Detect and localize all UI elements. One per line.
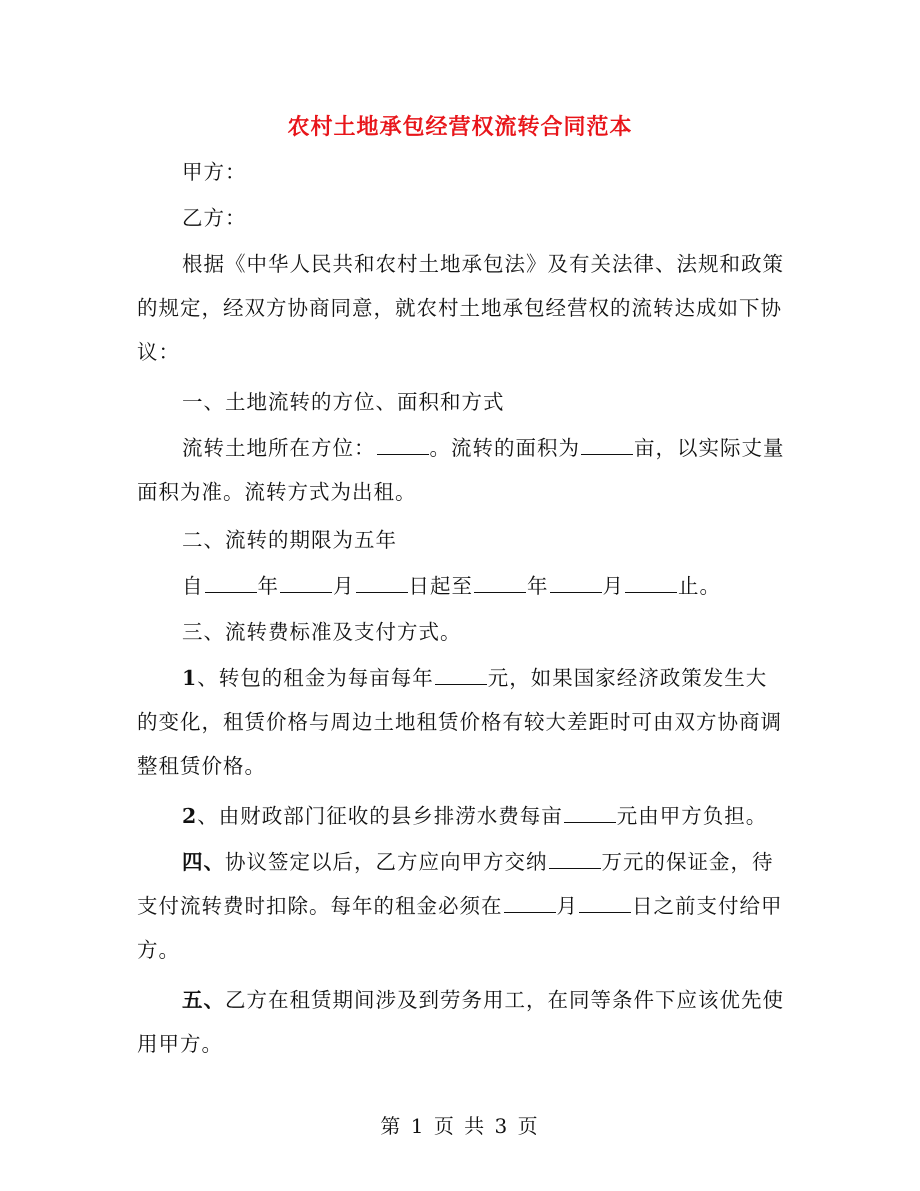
month-label: 月: [602, 574, 624, 598]
day-to-label: 日起至: [408, 574, 473, 598]
section-5-heading: 五、: [182, 988, 225, 1012]
section-4-paragraph: [137, 840, 787, 972]
payment-day-blank[interactable]: [579, 894, 631, 913]
section-2-heading-text: 二、流转的期限为五年: [182, 528, 397, 552]
party-a-label: 甲方：: [182, 160, 247, 184]
section-3-heading-text: 三、流转费标准及支付方式。: [182, 620, 462, 644]
start-day-blank[interactable]: [356, 574, 408, 593]
section-1-text-a: 流转土地所在方位：: [182, 436, 376, 460]
party-a-line: [137, 150, 787, 194]
section-1-heading: [137, 380, 787, 424]
year-label: 年: [257, 574, 279, 598]
party-b-label: 乙方：: [182, 206, 247, 230]
section-2-period: [137, 564, 787, 608]
section-4-text-d: 日之前支付给甲方。: [137, 894, 783, 962]
item-1-paragraph: [137, 656, 787, 788]
payment-month-blank[interactable]: [504, 894, 556, 913]
item-1-text-b: 元，如果国家经济政策发生大的变化，租赁价格与周边土地租赁价格有较大差距时可由双方协商调整租赁价格。: [137, 666, 782, 778]
item-2-paragraph: [137, 794, 787, 838]
section-1-text-b: 。流转的面积为: [429, 436, 580, 460]
year-label: 年: [527, 574, 549, 598]
end-year-blank[interactable]: [474, 574, 526, 593]
item-2-number: 2: [182, 804, 198, 828]
rent-blank[interactable]: [435, 666, 487, 685]
page-number-footer: 第 1 页 共 3 页: [380, 1114, 540, 1138]
area-blank[interactable]: [581, 436, 633, 455]
intro-paragraph: [137, 242, 787, 374]
period-end-label: 止。: [678, 574, 721, 598]
period-from-label: 自: [182, 574, 204, 598]
section-2-heading: [137, 518, 787, 562]
item-2-text-b: 元由甲方负担。: [616, 804, 768, 828]
start-year-blank[interactable]: [205, 574, 257, 593]
end-day-blank[interactable]: [625, 574, 677, 593]
end-month-blank[interactable]: [550, 574, 602, 593]
deposit-blank[interactable]: [549, 850, 601, 869]
section-5-paragraph: [137, 978, 787, 1066]
location-blank[interactable]: [377, 436, 429, 455]
section-1-paragraph: [137, 426, 787, 514]
section-5-text: 乙方在租赁期间涉及到劳务用工，在同等条件下应该优先使用甲方。: [137, 988, 784, 1056]
party-b-line: [137, 196, 787, 240]
section-1-heading-text: 一、土地流转的方位、面积和方式: [182, 390, 505, 414]
section-3-heading: [137, 610, 787, 654]
month-label: 月: [333, 574, 355, 598]
section-1-text-c: 亩，以实际丈量面积为准。流转方式为出租。: [137, 436, 785, 504]
start-month-blank[interactable]: [280, 574, 332, 593]
section-4-text-a: 协议签定以后，乙方应向甲方交纳: [225, 850, 548, 874]
drainage-fee-blank[interactable]: [564, 804, 616, 823]
intro-text: 根据《中华人民共和农村土地承包法》及有关法律、法规和政策的规定，经双方协商同意，就农村土地承包经营权的流转达成如下协议：: [137, 252, 784, 364]
item-1-number: 1: [182, 666, 198, 690]
item-2-text-a: 、由财政部门征收的县乡排涝水费每亩: [197, 804, 563, 828]
item-1-text-a: 、转包的租金为每亩每年: [197, 666, 434, 690]
document-title: 农村土地承包经营权流转合同范本: [287, 114, 633, 140]
section-4-text-b: 万元的保证金，待支付流转费时扣除。每年的租金必须在: [137, 850, 774, 918]
section-4-text-c: 月: [556, 894, 578, 918]
section-4-heading: 四、: [182, 850, 225, 874]
